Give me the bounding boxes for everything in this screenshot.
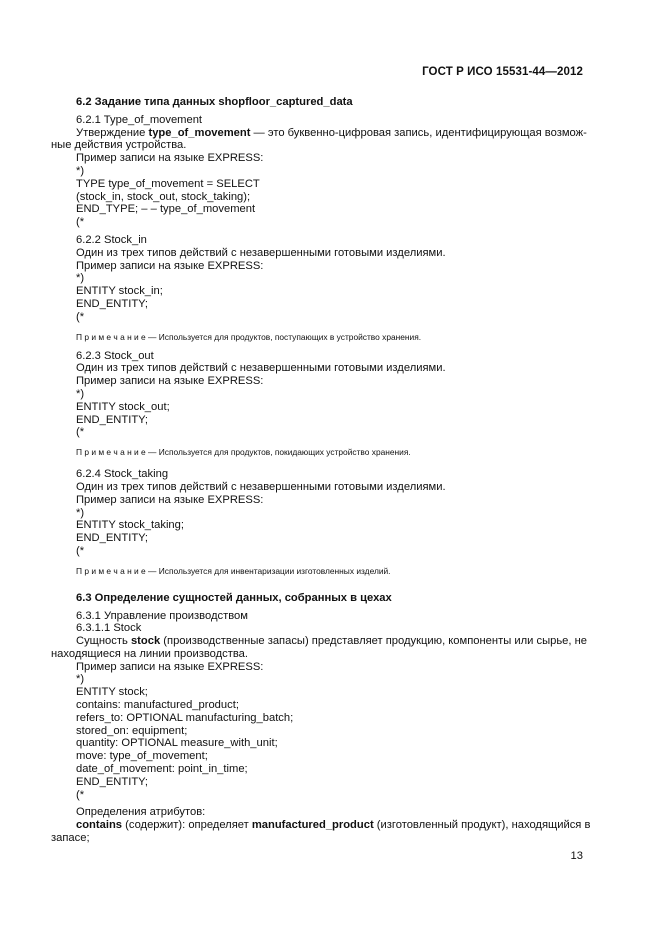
text-run: — это буквенно-цифровая запись, идентифицирующая возмож- [250,126,587,139]
note-text: — Используется для продуктов, поступающих в устройство хранения. [145,331,422,342]
code-line: *) [76,272,85,285]
paragraph-6-2-1-cont: ные действия устройства. [51,139,187,152]
subsection-6-2-4-title: 6.2.4 Stock_taking [76,468,169,481]
example-label: Пример записи на языке EXPRESS: [76,660,264,673]
note-text: — Используется для продуктов, покидающих устройство хранения. [145,447,411,458]
subsection-6-2-2-title: 6.2.2 Stock_in [76,233,147,246]
term-bold: contains [76,819,123,832]
code-line: ENTITY stock_in; [76,285,163,298]
code-line: END_TYPE; – – type_of_movement [76,203,256,216]
example-label: Пример записи на языке EXPRESS: [76,152,264,165]
text-run: Утверждение [76,126,149,139]
code-line: (* [76,788,85,801]
page-number: 13 [570,850,583,862]
note-text: — Используется для инвентаризации изготовленных изделий. [145,565,391,576]
document-code: ГОСТ Р ИСО 15531-44—2012 [422,66,583,78]
text-run: (содержит): определяет [122,819,252,832]
term-bold: type_of_movement [148,126,251,139]
code-line: date_of_movement: point_in_time; [76,763,248,776]
page-content [51,96,591,845]
code-line: (* [76,426,85,439]
paragraph-6-3-1-1 [76,635,588,648]
text-run: (изготовленный продукт), находящийся в [373,819,591,832]
note [76,332,584,342]
code-line: stored_on: equipment; [76,724,188,737]
code-line: *) [76,506,85,519]
code-line: ENTITY stock_out; [76,400,170,413]
paragraph-6-3-1-1-cont: находящиеся на линии производства. [51,647,249,660]
code-line: *) [76,164,85,177]
description: Один из трех типов действий с незавершенными готовыми изделиями. [76,362,446,375]
text-run: (производственные запасы) представляет продукцию, компоненты или сырье, не [160,635,588,648]
note-label: П р и м е ч а н и е [76,565,146,576]
code-line: END_ENTITY; [76,532,149,545]
code-line: (* [76,544,85,557]
code-line: move: type_of_movement; [76,750,208,763]
subsection-6-3-1-1-title: 6.3.1.1 Stock [76,622,142,635]
code-line: ENTITY stock; [76,686,148,699]
code-line: ENTITY stock_taking; [76,519,184,532]
attribute-contains [76,819,591,832]
text-run: Сущность [76,635,131,648]
example-label: Пример записи на языке EXPRESS: [76,375,264,388]
code-line: quantity: OPTIONAL measure_with_unit; [76,737,278,750]
code-line: TYPE type_of_movement = SELECT [76,177,260,190]
code-line: END_ENTITY; [76,775,149,788]
subsection-6-2-3-title: 6.2.3 Stock_out [76,349,154,362]
note-label: П р и м е ч а н и е [76,331,146,342]
code-line: *) [76,673,85,686]
section-6-3-heading: 6.3 Определение сущностей данных, собранных в цехах [76,591,392,604]
note [76,566,584,576]
example-label: Пример записи на языке EXPRESS: [76,493,264,506]
paragraph-6-2-1 [76,126,587,140]
code-line: END_ENTITY; [76,413,149,426]
code-line: END_ENTITY; [76,297,149,310]
code-line: contains: manufactured_product; [76,699,239,712]
code-line: (* [76,216,85,229]
code-line: (* [76,310,85,323]
term-bold: stock [130,635,161,648]
subsection-6-2-1-title: 6.2.1 Type_of_movement [76,113,203,126]
code-line: *) [76,387,85,400]
description: Один из трех типов действий с незавершенными готовыми изделиями. [76,480,446,493]
attribute-contains-cont: запасе; [51,832,90,845]
code-line: refers_to: OPTIONAL manufacturing_batch; [76,711,294,724]
example-label: Пример записи на языке EXPRESS: [76,259,264,272]
note-label: П р и м е ч а н и е [76,447,146,458]
section-6-2-heading: 6.2 Задание типа данных shopfloor_captured_data [76,96,353,108]
description: Один из трех типов действий с незавершенными готовыми изделиями. [76,246,446,259]
attributes-heading: Определения атрибутов: [76,806,206,819]
note [76,447,584,457]
term-bold: manufactured_product [251,819,374,832]
code-line: (stock_in, stock_out, stock_taking); [76,190,251,203]
subsection-6-3-1-title: 6.3.1 Управление производством [76,609,248,622]
